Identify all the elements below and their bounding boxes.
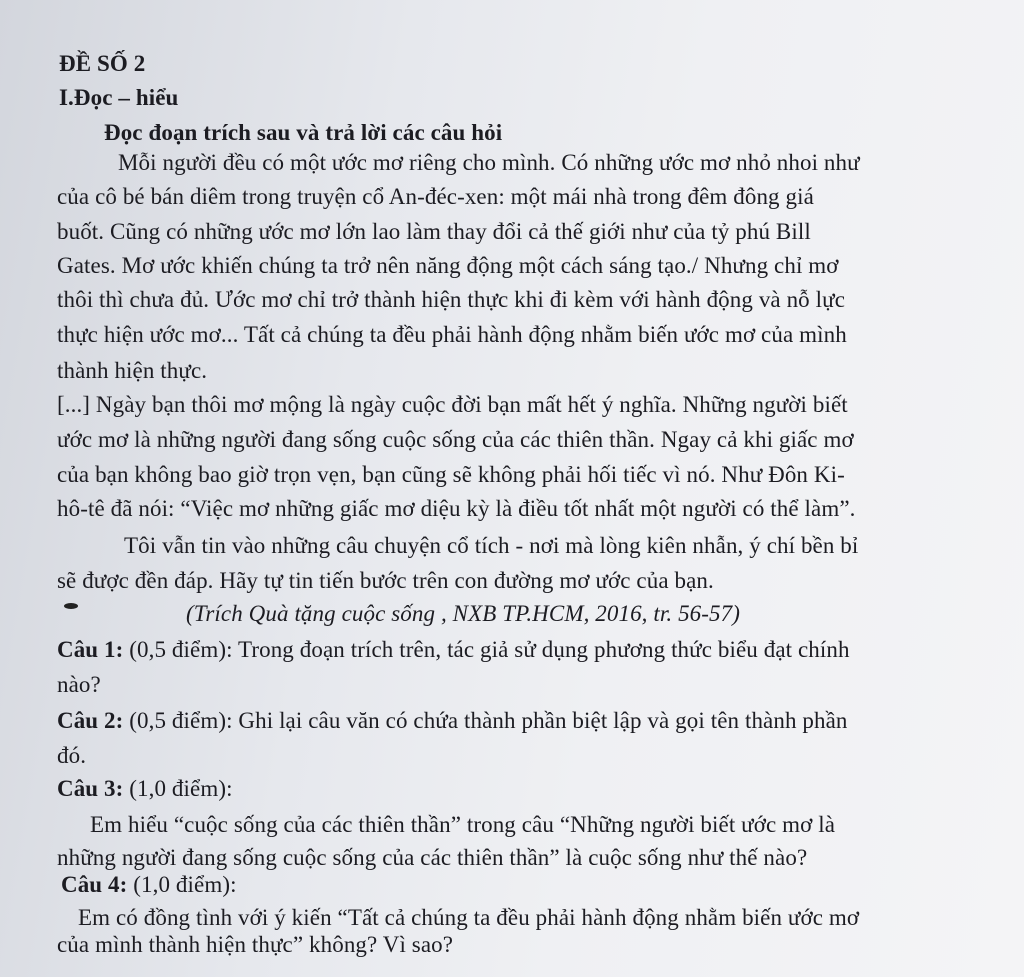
instruction: Đọc đoạn trích sau và trả lời các câu hỏi [104,120,503,145]
question-3-header [57,774,233,804]
question-2-text: (0,5 điểm): Ghi lại câu văn có chứa thành phần biệt lập và gọi tên thành phần [123,708,848,733]
section-title: I.Đọc – hiểu [59,85,179,110]
passage-line-13: sẽ được đền đáp. Hãy tự tin tiến bước trên con đường mơ ước của bạn. [57,568,714,593]
passage-line-7: thành hiện thực. [57,358,208,383]
passage-line-9: ước mơ là những người đang sống cuộc sống của các thiên thần. Ngay cả khi giấc mơ [57,427,854,452]
passage-line-6: thực hiện ước mơ... Tất cả chúng ta đều phải hành động nhằm biến ước mơ của mình [57,322,847,347]
question-4-line-2: của mình thành hiện thực” không? Vì sao? [57,932,454,957]
question-2-label: Câu 2: [57,708,124,733]
passage-line-4: Gates. Mơ ước khiến chúng ta trở nên năng động một cách sáng tạo./ Nhưng chỉ mơ [57,253,839,278]
passage-line-10: của bạn không bao giờ trọn vẹn, bạn cũng sẽ không phải hối tiếc vì nó. Như Đôn Ki- [57,462,845,487]
question-3-line-1: Em hiểu “cuộc sống của các thiên thần” trong câu “Những người biết ước mơ là [90,812,836,837]
question-3-points: (1,0 điểm): [123,776,233,801]
question-1-line-1 [57,635,850,665]
passage-line-3: buốt. Cũng có những ước mơ lớn lao làm thay đổi cả thế giới như của tỷ phú Bill [57,219,811,244]
question-3-label: Câu 3: [57,776,124,801]
question-4-header [61,870,237,900]
passage-source: (Trích Quà tặng cuộc sống , NXB TP.HCM, 2016, tr. 56-57) [186,601,740,626]
exam-title: ĐỀ SỐ 2 [59,51,146,76]
passage-line-1: Mỗi người đều có một ước mơ riêng cho mình. Có những ước mơ nhỏ nhoi như [118,150,860,175]
passage-line-5: thôi thì chưa đủ. Ước mơ chỉ trở thành hiện thực khi đi kèm với hành động và nỗ lực [57,287,845,312]
question-1-text: (0,5 điểm): Trong đoạn trích trên, tác giả sử dụng phương thức biểu đạt chính [123,637,850,662]
question-4-line-1: Em có đồng tình với ý kiến “Tất cả chúng ta đều phải hành động nhằm biến ước mơ [78,905,860,930]
question-2-line-2: đó. [57,743,87,768]
question-1-line-2: nào? [57,672,101,697]
question-4-points: (1,0 điểm): [127,872,237,897]
passage-line-11: hô-tê đã nói: “Việc mơ những giấc mơ diệu kỳ là điều tốt nhất một người có thể làm”. [57,496,856,521]
ink-mark [64,603,78,609]
passage-line-2: của cô bé bán diêm trong truyện cổ An-đéc-xen: một mái nhà trong đêm đông giá [57,184,814,209]
question-3-line-2: những người đang sống cuộc sống của các thiên thần” là cuộc sống như thế nào? [57,845,808,870]
passage-line-12: Tôi vẫn tin vào những câu chuyện cổ tích - nơi mà lòng kiên nhẫn, ý chí bền bỉ [124,533,859,558]
question-1-label: Câu 1: [57,637,124,662]
question-2-line-1 [57,706,848,736]
passage-line-8: [...] Ngày bạn thôi mơ mộng là ngày cuộc đời bạn mất hết ý nghĩa. Những người biết [57,392,848,417]
question-4-label: Câu 4: [61,872,128,897]
